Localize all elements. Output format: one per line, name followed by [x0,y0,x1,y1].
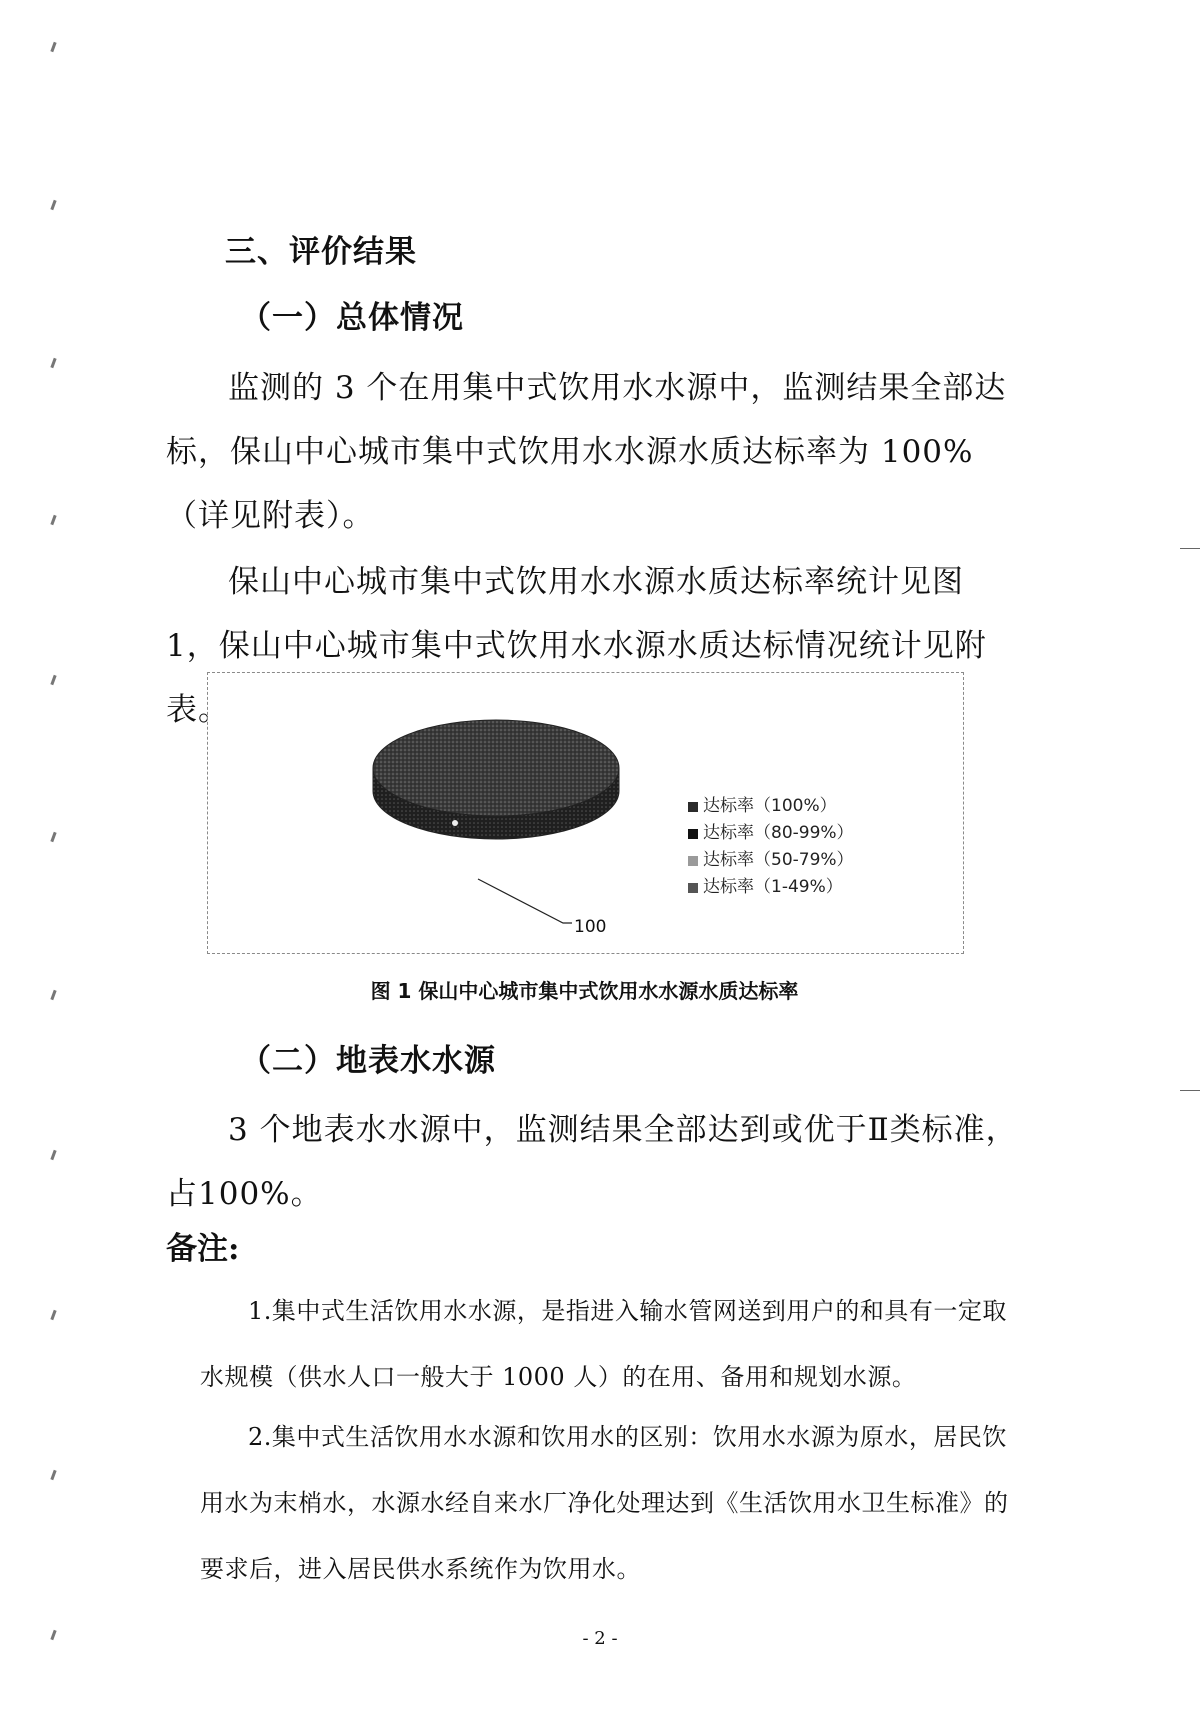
legend-swatch [688,802,698,812]
legend-item-80-99 [688,820,854,847]
legend-item-50-79 [688,847,854,874]
scan-mark [50,42,56,52]
legend-label: 达标率（1-49%） [703,877,843,897]
legend-label: 达标率（100%） [703,796,837,816]
scan-mark [50,515,56,525]
scan-edge-mark [1180,548,1200,549]
figure-caption: 图 1 保山中心城市集中式饮用水水源水质达标率 [370,979,799,1003]
note-1: 1.集中式生活饮用水水源，是指进入输水管网送到用户的和具有一定取水规模（供水人口一般大于 1000 人）的在用、备用和规划水源。 [200,1297,1007,1391]
notes-title: 备注: [166,1231,240,1267]
legend-label: 达标率（80-99%） [703,823,854,843]
note-2: 2.集中式生活饮用水水源和饮用水的区别：饮用水水源为原水，居民饮用水为末梢水，水源水经自来水厂净化处理达到《生活饮用水卫生标准》的要求后，进入居民供水系统作为饮用水。 [200,1423,1009,1583]
scan-mark [50,358,56,368]
scan-edge-mark [1180,1090,1200,1091]
legend-item-1-49 [688,874,854,901]
data-label-leader [478,879,572,923]
scan-mark [50,990,56,1000]
pie-slice-100 [373,720,619,816]
subheading-overall: （一）总体情况 [240,300,464,336]
pie-center-marker [452,820,458,826]
scan-mark [50,675,56,685]
paragraph-overall: 监测的 3 个在用集中式饮用水水源中，监测结果全部达标，保山中心城市集中式饮用水水源水质达标率为 100%（详见附表）。 [166,370,1007,534]
page-number: - 2 - [582,1628,618,1649]
legend-label: 达标率（50-79%） [703,850,854,870]
scan-mark [50,1630,56,1640]
legend-swatch [688,856,698,866]
scan-mark [50,200,56,210]
data-label-100: 100 [574,917,607,937]
legend-item-100 [688,793,854,820]
section-heading: 三、评价结果 [225,234,417,270]
legend-swatch [688,829,698,839]
scan-mark [50,1310,56,1320]
subheading-surface-water: （二）地表水水源 [240,1043,496,1079]
paragraph-statistics: 保山中心城市集中式饮用水水源水质达标率统计见图 1，保山中心城市集中式饮用水水源水质达标情况统计见附表。 [166,564,987,728]
chart-legend [688,793,854,901]
legend-swatch [688,883,698,893]
scan-mark [50,1150,56,1160]
scan-mark [50,1470,56,1480]
pie-chart-figure [207,672,964,954]
paragraph-surface-water: 3 个地表水水源中，监测结果全部达到或优于Ⅱ类标准，占100%。 [166,1112,1018,1212]
scan-mark [50,832,56,842]
